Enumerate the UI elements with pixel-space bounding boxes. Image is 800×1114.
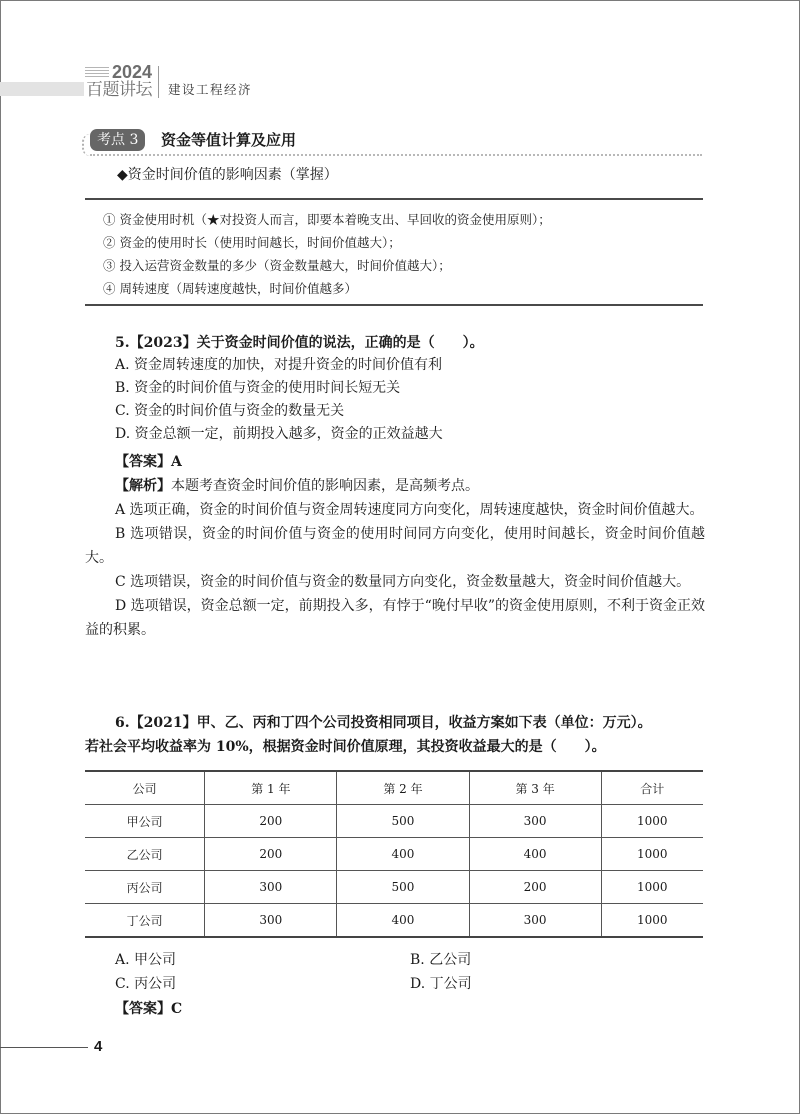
question-5 — [115, 332, 705, 446]
table-row — [85, 838, 703, 871]
section-badge: 考点 3 — [90, 129, 145, 151]
question-6-option-c: C. 丙公司 — [115, 976, 177, 992]
factor-box-top-rule — [85, 198, 703, 200]
header-accent-bar — [0, 82, 84, 96]
analysis-paragraph: D 选项错误，资金总额一定，前期投入多，有悖于“晚付早收”的资金使用原则，不利于资金正效益的积累。 — [85, 598, 705, 638]
table-cell: 300 — [205, 904, 337, 938]
question-5-option-a: A. 资金周转速度的加快，对提升资金的时间价值有利 — [115, 357, 443, 373]
table-cell: 200 — [205, 805, 337, 838]
table-cell: 1000 — [601, 904, 703, 938]
header-subject: 建设工程经济 — [168, 82, 253, 97]
header-divider — [158, 66, 159, 98]
factor-item: ② 资金的使用时长（使用时间越长，时间价值越大）； — [103, 235, 401, 250]
table-cell: 1000 — [601, 871, 703, 904]
question-5-option-d: D. 资金总额一定，前期投入越多，资金的正效益越大 — [115, 426, 443, 442]
table-cell: 500 — [337, 805, 469, 838]
table-cell: 400 — [469, 838, 601, 871]
analysis-paragraph: C 选项错误，资金的时间价值与资金的数量同方向变化，资金数量越大，资金时间价值越大。 — [115, 574, 691, 590]
table-cell: 200 — [205, 838, 337, 871]
factor-list — [103, 208, 703, 300]
question-6-option-d: D. 丁公司 — [410, 976, 472, 992]
factor-item: ③ 投入运营资金数量的多少（资金数量越大，时间价值越大）； — [103, 258, 451, 273]
footer-rule — [0, 1047, 88, 1048]
factor-item: ① 资金使用时机（★对投资人而言，即要本着晚支出、早回收的资金使用原则）； — [103, 212, 551, 227]
header-lines-icon — [85, 67, 109, 81]
table-row — [85, 904, 703, 938]
analysis-label: 【解析】 — [115, 478, 171, 494]
question-6-stem — [85, 711, 705, 759]
table-cell: 乙公司 — [85, 838, 205, 871]
key-point-title: ◆资金时间价值的影响因素（掌握） — [117, 167, 338, 183]
table-row — [85, 805, 703, 838]
header-brand: 百题讲坛 — [86, 80, 152, 100]
table-header-cell: 第 2 年 — [337, 771, 469, 805]
table-cell: 300 — [469, 904, 601, 938]
question-5-stem: 5.【2023】关于资金时间价值的说法，正确的是（ ）。 — [115, 335, 484, 351]
table-cell: 丙公司 — [85, 871, 205, 904]
page-number: 4 — [94, 1038, 103, 1055]
factor-item: ④ 周转速度（周转速度越快，时间价值越多） — [103, 281, 357, 296]
table-header-cell: 公司 — [85, 771, 205, 805]
question-5-answer: 【答案】A — [115, 454, 182, 470]
question-5-analysis — [85, 474, 705, 642]
question-6-option-a: A. 甲公司 — [115, 952, 177, 968]
question-6-stem-line-1: 6.【2021】甲、乙、丙和丁四个公司投资相同项目，收益方案如下表（单位：万元）。 — [115, 715, 652, 731]
table-header-cell: 合计 — [601, 771, 703, 805]
table-cell: 400 — [337, 904, 469, 938]
revenue-table — [85, 770, 703, 938]
table-cell: 300 — [205, 871, 337, 904]
section-dotted-bracket — [82, 134, 90, 156]
table-cell: 500 — [337, 871, 469, 904]
table-cell: 200 — [469, 871, 601, 904]
question-5-option-b: B. 资金的时间价值与资金的使用时间长短无关 — [115, 380, 401, 396]
table-cell: 丁公司 — [85, 904, 205, 938]
table-cell: 400 — [337, 838, 469, 871]
table-header-cell: 第 1 年 — [205, 771, 337, 805]
question-6-stem-line-2: 若社会平均收益率为 10%，根据资金时间价值原理，其投资收益最大的是（ ）。 — [85, 739, 606, 755]
analysis-intro: 本题考查资金时间价值的影响因素，是高频考点。 — [171, 478, 479, 494]
table-cell: 1000 — [601, 805, 703, 838]
table-header-row — [85, 771, 703, 805]
question-5-option-c: C. 资金的时间价值与资金的数量无关 — [115, 403, 345, 419]
section-title: 资金等值计算及应用 — [161, 131, 297, 149]
analysis-paragraph: B 选项错误，资金的时间价值与资金的使用时间同方向变化，使用时间越长，资金时间价值越大。 — [85, 526, 705, 566]
table-header-cell: 第 3 年 — [469, 771, 601, 805]
section-dotted-rule — [90, 154, 702, 156]
header-year: 2024 — [112, 62, 153, 82]
question-6-option-b: B. 乙公司 — [410, 952, 472, 968]
question-6-options — [115, 948, 705, 996]
analysis-paragraph: A 选项正确，资金的时间价值与资金周转速度同方向变化，周转速度越快，资金时间价值越大。 — [115, 502, 704, 518]
table-row — [85, 871, 703, 904]
table-cell: 甲公司 — [85, 805, 205, 838]
table-cell: 300 — [469, 805, 601, 838]
question-6-answer: 【答案】C — [115, 1001, 183, 1017]
factor-box-bottom-rule — [85, 304, 703, 306]
table-cell: 1000 — [601, 838, 703, 871]
